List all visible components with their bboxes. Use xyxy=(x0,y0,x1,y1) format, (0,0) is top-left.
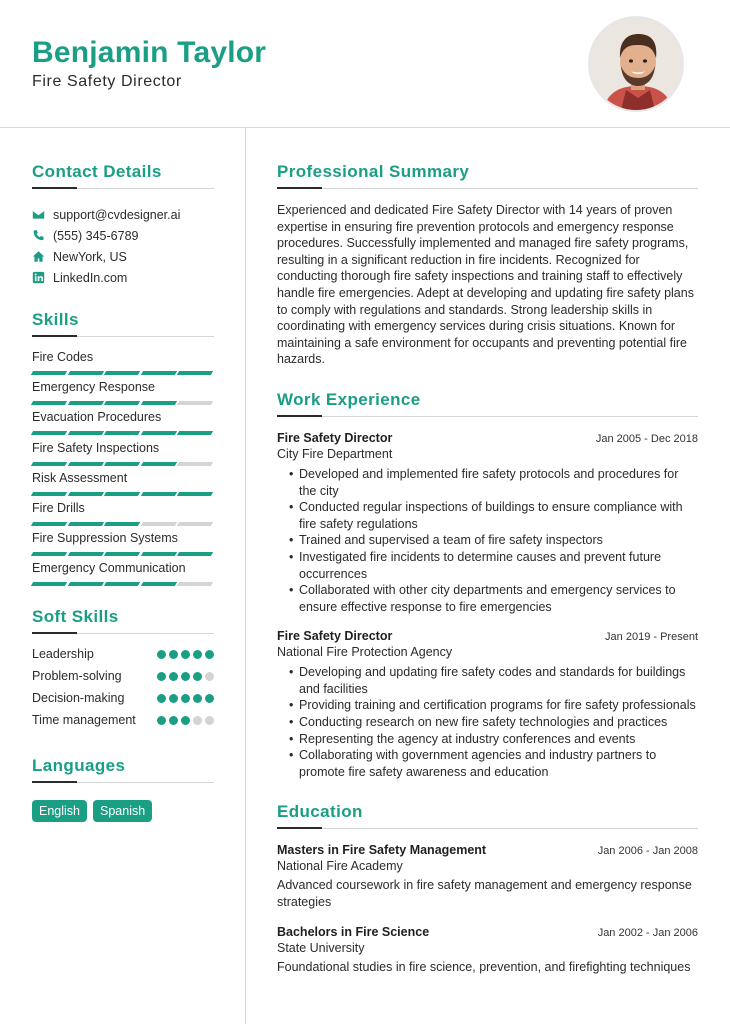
skill-level-bar xyxy=(32,582,214,586)
skill-level-segment xyxy=(104,552,140,556)
skill-level-segment xyxy=(104,431,140,435)
skill-name: Evacuation Procedures xyxy=(32,410,162,425)
rating-dot xyxy=(157,650,166,659)
summary-heading: Professional Summary xyxy=(277,162,698,189)
job-bullet: • Providing training and certification programs for fire safety professionals xyxy=(289,697,698,714)
skill-name: Emergency Response xyxy=(32,380,155,395)
contact-list xyxy=(32,204,214,288)
skill-item xyxy=(32,349,214,379)
education-entry xyxy=(277,843,698,910)
skill-level-segment xyxy=(67,522,103,526)
skill-level-segment xyxy=(177,522,213,526)
skill-level-bar xyxy=(32,401,214,405)
education-entry xyxy=(277,925,698,976)
education-date: Jan 2002 - Jan 2006 xyxy=(597,926,698,939)
rating-dot xyxy=(181,650,190,659)
job-bullet: • Developed and implemented fire safety protocols and procedures for the city xyxy=(289,466,698,499)
skill-level-segment xyxy=(177,431,213,435)
skills-heading: Skills xyxy=(32,310,214,337)
education-date: Jan 2006 - Jan 2008 xyxy=(597,845,698,858)
skill-level-segment xyxy=(177,401,213,405)
job-bullet: • Investigated fire incidents to determine causes and prevent future occurrences xyxy=(289,549,698,582)
skill-item xyxy=(32,560,214,590)
job-bullet: • Representing the agency at industry conferences and events xyxy=(289,731,698,748)
soft-skills-section xyxy=(32,607,214,728)
skill-item xyxy=(32,470,214,500)
soft-skill-item xyxy=(32,690,214,706)
skill-name: Fire Codes xyxy=(32,350,94,364)
job-header xyxy=(277,629,698,643)
left-column xyxy=(32,128,214,822)
skill-level-segment xyxy=(31,462,67,466)
skill-level-segment xyxy=(177,492,213,496)
job-role: Fire Safety Director xyxy=(277,629,393,644)
rating-dot xyxy=(169,694,178,703)
contact-location-text: NewYork, US xyxy=(53,249,127,264)
skill-name: Fire Suppression Systems xyxy=(32,531,178,546)
skill-level-segment xyxy=(141,462,177,466)
skill-level-segment xyxy=(141,371,177,375)
soft-skills-heading: Soft Skills xyxy=(32,607,214,634)
skill-level-segment xyxy=(67,401,103,405)
skill-item xyxy=(32,379,214,409)
skill-level-segment xyxy=(104,462,140,466)
skill-level-segment xyxy=(141,582,177,586)
skill-level-segment xyxy=(177,371,213,375)
home-icon xyxy=(32,250,45,263)
job-bullet: • Collaborating with government agencies and industry partners to promote fire safety awareness and education xyxy=(289,747,698,780)
summary-section xyxy=(277,162,698,368)
job-bullet: • Trained and supervised a team of fire safety inspectors xyxy=(289,532,698,549)
resume-header xyxy=(0,0,730,128)
skill-level-segment xyxy=(104,522,140,526)
experience-section xyxy=(277,390,698,781)
skills-list xyxy=(32,349,214,591)
job-organization: City Fire Department xyxy=(277,446,393,461)
skill-level-segment xyxy=(67,492,103,496)
skill-level-bar xyxy=(32,492,214,496)
skill-level-segment xyxy=(104,401,140,405)
education-degree: Bachelors in Fire Science xyxy=(277,924,430,939)
education-school: State University xyxy=(277,940,365,955)
skill-level-bar xyxy=(32,371,214,375)
skill-level-bar xyxy=(32,552,214,556)
rating-dot xyxy=(193,716,202,725)
contact-section xyxy=(32,162,214,288)
rating-dot xyxy=(169,650,178,659)
soft-skill-name: Problem-solving xyxy=(32,668,122,683)
skill-level-segment xyxy=(31,582,67,586)
skill-level-segment xyxy=(141,552,177,556)
skill-name: Fire Safety Inspections xyxy=(32,440,160,455)
email-icon xyxy=(32,208,45,221)
skill-level-segment xyxy=(104,582,140,586)
rating-dot xyxy=(193,650,202,659)
experience-heading: Work Experience xyxy=(277,390,698,417)
candidate-title: Fire Safety Director xyxy=(32,73,182,90)
job-bullet: • Conducted regular inspections of buildings to ensure compliance with fire safety regulations xyxy=(289,499,698,532)
profile-photo-illustration xyxy=(590,18,684,112)
skill-level-segment xyxy=(141,522,177,526)
job-entry xyxy=(277,431,698,615)
job-header xyxy=(277,431,698,445)
right-column xyxy=(277,128,698,975)
education-degree: Masters in Fire Safety Management xyxy=(277,843,487,858)
soft-skill-rating xyxy=(157,690,214,703)
language-badge: Spanish xyxy=(93,800,152,822)
rating-dot xyxy=(181,672,190,681)
soft-skills-list xyxy=(32,646,214,728)
rating-dot xyxy=(157,694,166,703)
skill-name: Fire Drills xyxy=(32,500,85,515)
job-bullets xyxy=(277,466,698,615)
column-divider xyxy=(245,128,246,1024)
education-list xyxy=(277,843,698,975)
job-date: Jan 2019 - Present xyxy=(605,631,698,644)
skill-level-bar xyxy=(32,462,214,466)
rating-dot xyxy=(157,716,166,725)
soft-skill-name: Decision-making xyxy=(32,690,125,705)
skill-level-segment xyxy=(31,401,67,405)
education-heading: Education xyxy=(277,802,698,829)
rating-dot xyxy=(169,716,178,725)
education-header xyxy=(277,843,698,857)
skill-level-bar xyxy=(32,522,214,526)
skills-section xyxy=(32,310,214,591)
candidate-name: Benjamin Taylor xyxy=(32,36,267,69)
linkedin-icon xyxy=(32,271,45,284)
skill-level-segment xyxy=(31,431,67,435)
skill-level-segment xyxy=(177,582,213,586)
contact-email[interactable] xyxy=(32,204,214,225)
education-school: National Fire Academy xyxy=(277,859,403,874)
skill-level-segment xyxy=(177,462,213,466)
soft-skill-name: Time management xyxy=(32,712,136,727)
skill-item xyxy=(32,500,214,530)
skill-item xyxy=(32,409,214,439)
rating-dot xyxy=(205,694,214,703)
job-date: Jan 2005 - Dec 2018 xyxy=(595,432,698,445)
language-badge: English xyxy=(32,800,87,822)
languages-heading: Languages xyxy=(32,756,214,783)
contact-location xyxy=(32,246,214,267)
skill-level-segment xyxy=(104,492,140,496)
skill-level-segment xyxy=(67,462,103,466)
skill-level-segment xyxy=(31,522,67,526)
education-description: Advanced coursework in fire safety management and emergency response strategies xyxy=(277,878,692,910)
soft-skill-rating xyxy=(157,712,214,725)
languages-list xyxy=(32,800,214,822)
profile-photo xyxy=(588,16,684,112)
skill-level-segment xyxy=(67,371,103,375)
contact-linkedin-text: LinkedIn.com xyxy=(53,270,128,285)
job-role: Fire Safety Director xyxy=(277,430,393,445)
experience-list xyxy=(277,431,698,781)
skill-level-segment xyxy=(141,401,177,405)
rating-dot xyxy=(193,694,202,703)
job-organization: National Fire Protection Agency xyxy=(277,645,453,660)
job-bullet: • Collaborated with other city departments and emergency services to ensure effective response to fire emergencies xyxy=(289,582,698,615)
job-bullet: • Developing and updating fire safety codes and standards for buildings and facilities xyxy=(289,664,698,697)
rating-dot xyxy=(193,672,202,681)
skill-level-segment xyxy=(31,492,67,496)
skill-level-segment xyxy=(104,371,140,375)
languages-section xyxy=(32,756,214,822)
skill-item xyxy=(32,530,214,560)
rating-dot xyxy=(205,672,214,681)
rating-dot xyxy=(181,716,190,725)
skill-level-segment xyxy=(67,582,103,586)
soft-skill-item xyxy=(32,646,214,662)
summary-text: Experienced and dedicated Fire Safety Director with 14 years of proven expertise in ensuring fire prevention protocols and emergency response procedures. Successfully implemented and managed fire safety programs, resulting in a significant reduction in fire incidents. Recognized for conducting thorough fire safety inspections and training staff to effectively handle fire emergencies. Adept at developing and updating fire safety plans to comply with regulations and standards. Strong leadership skills in coordinating with emergency services during crisis situations. Known for maintaining a safe environment for occupants and preventing potential fire hazards. xyxy=(277,203,694,367)
rating-dot xyxy=(205,650,214,659)
skill-level-segment xyxy=(67,552,103,556)
education-header xyxy=(277,925,698,939)
skill-name: Risk Assessment xyxy=(32,470,128,485)
contact-heading: Contact Details xyxy=(32,162,214,189)
contact-linkedin[interactable] xyxy=(32,267,214,288)
education-section xyxy=(277,802,698,975)
skill-level-segment xyxy=(141,492,177,496)
job-bullets xyxy=(277,664,698,780)
soft-skill-name: Leadership xyxy=(32,646,94,661)
phone-icon xyxy=(32,229,45,242)
rating-dot xyxy=(169,672,178,681)
skill-level-segment xyxy=(67,431,103,435)
education-description: Foundational studies in fire science, prevention, and firefighting techniques xyxy=(277,959,691,974)
soft-skill-item xyxy=(32,668,214,684)
soft-skill-rating xyxy=(157,668,214,681)
rating-dot xyxy=(181,694,190,703)
skill-level-segment xyxy=(141,431,177,435)
rating-dot xyxy=(157,672,166,681)
skill-level-bar xyxy=(32,431,214,435)
contact-email-text: support@cvdesigner.ai xyxy=(53,207,181,222)
skill-level-segment xyxy=(31,371,67,375)
skill-name: Emergency Communication xyxy=(32,561,186,576)
contact-phone-text: (555) 345-6789 xyxy=(53,228,139,243)
skill-level-segment xyxy=(177,552,213,556)
job-entry xyxy=(277,629,698,780)
soft-skill-item xyxy=(32,712,214,728)
job-bullet: • Conducting research on new fire safety technologies and practices xyxy=(289,714,698,731)
contact-phone[interactable] xyxy=(32,225,214,246)
skill-level-segment xyxy=(31,552,67,556)
skill-item xyxy=(32,440,214,470)
rating-dot xyxy=(205,716,214,725)
soft-skill-rating xyxy=(157,646,214,659)
